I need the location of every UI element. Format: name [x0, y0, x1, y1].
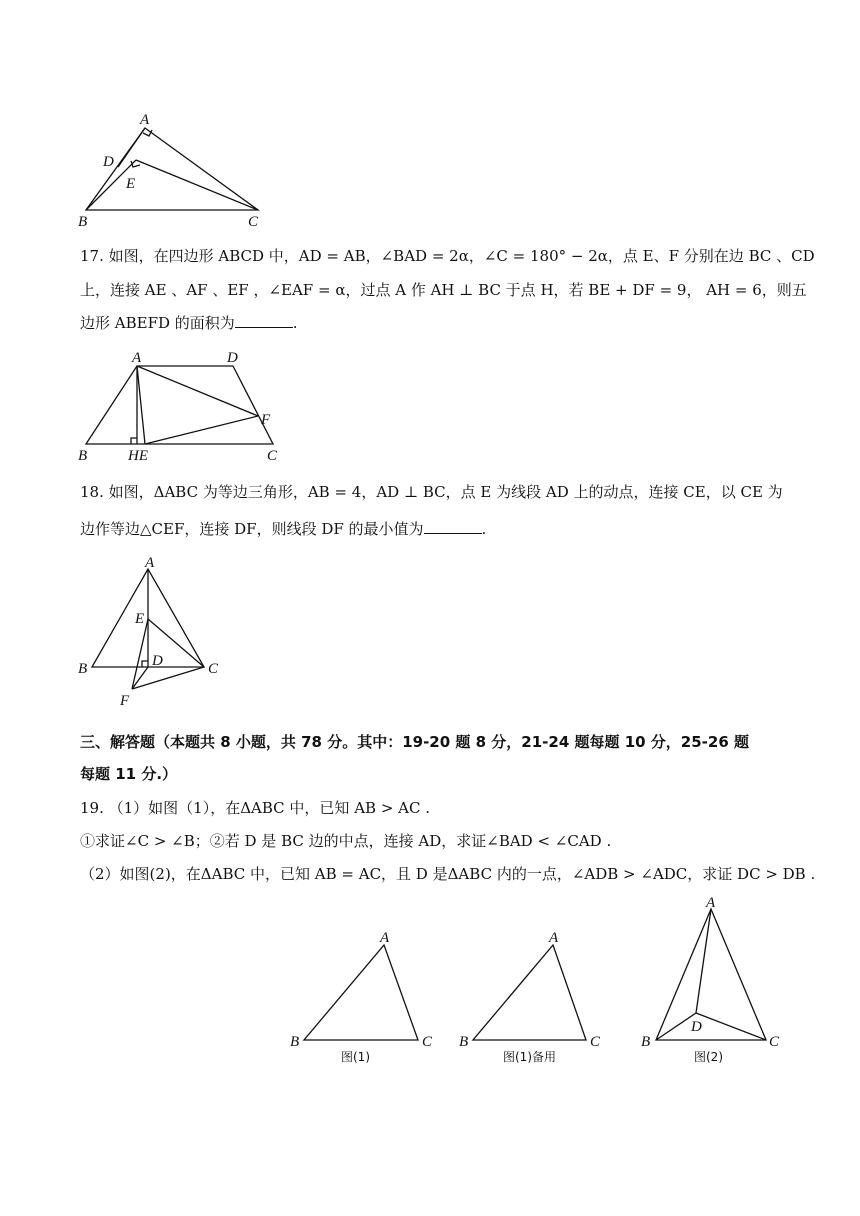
fig1b-label-C: C [590, 1034, 601, 1050]
q18-line2 [80, 519, 800, 539]
fig2-label-A: A [706, 895, 716, 911]
section-3-heading-line1: 三、解答题（本题共 8 小题，共 78 分。其中：19-20 题 8 分，21-24 题每题 10 分，25-26 题 [80, 733, 749, 751]
label-E: E [135, 611, 145, 627]
fig2-label-D: D [691, 1019, 702, 1035]
label-E: E [126, 176, 136, 192]
q17-line2: 上，连接 AE 、AF 、EF ，∠EAF = α，过点 A 作 AH ⊥ BC 于点 H，若 BE + DF = 9， AH = 6，则五 [80, 281, 807, 299]
figure-q16 [78, 110, 278, 230]
q19-line2: ①求证∠C > ∠B；②若 D 是 BC 边的中点，连接 AD，求证∠BAD < ∠CAD . [80, 832, 612, 850]
q17-line3-end: . [292, 314, 298, 332]
q17-line3 [80, 313, 800, 333]
q18-line1: 18. 如图，ΔABC 为等边三角形，AB = 4，AD ⊥ BC，点 E 为线段 AD 上的动点，连接 CE，以 CE 为 [80, 483, 783, 501]
label-B: B [78, 661, 88, 677]
label-C: C [208, 661, 219, 677]
fig1-label-C: C [422, 1034, 433, 1050]
caption-fig2: 图(2) [694, 1050, 723, 1064]
q18-line2-end: . [481, 520, 487, 538]
answer-blank-q18 [424, 519, 482, 534]
fig2-label-B: B [641, 1034, 651, 1050]
label-D: D [103, 154, 114, 170]
caption-fig1-backup: 图(1)备用 [503, 1050, 556, 1064]
fig1b-label-B: B [459, 1034, 469, 1050]
q18-line2-text: 边作等边△CEF，连接 DF，则线段 DF 的最小值为 [80, 520, 424, 538]
fig2-label-C: C [769, 1034, 780, 1050]
label-D: D [152, 653, 163, 669]
q19-line1: 19. （1）如图（1），在ΔABC 中，已知 AB > AC . [80, 799, 430, 817]
fig1-label-A: A [380, 930, 390, 946]
q17-line1: 17. 如图，在四边形 ABCD 中，AD = AB，∠BAD = 2α，∠C = 180° − 2α，点 E、F 分别在边 BC 、CD [80, 247, 815, 265]
figure-q19 [288, 895, 788, 1070]
fig1b-label-A: A [549, 930, 559, 946]
fig1-label-B: B [290, 1034, 300, 1050]
label-B: B [78, 448, 88, 464]
q19-line3: （2）如图(2)，在ΔABC 中，已知 AB = AC，且 D 是ΔABC 内的一点，∠ADB > ∠ADC，求证 DC > DB . [80, 865, 816, 883]
label-HE: HE [128, 448, 148, 464]
section-3-heading-line2: 每题 11 分.） [80, 765, 178, 783]
q17-line3-text: 边形 ABEFD 的面积为 [80, 314, 235, 332]
label-A: A [132, 350, 142, 366]
answer-blank-q17 [235, 313, 293, 328]
label-B: B [78, 214, 88, 230]
label-F: F [120, 693, 130, 709]
label-C: C [248, 214, 259, 230]
label-F: F [261, 412, 271, 428]
label-C: C [267, 448, 278, 464]
figure-q17 [78, 350, 298, 465]
label-A: A [145, 555, 155, 571]
label-D: D [227, 350, 238, 366]
figure-q18 [78, 553, 238, 713]
caption-fig1: 图(1) [341, 1050, 370, 1064]
label-A: A [140, 112, 150, 128]
